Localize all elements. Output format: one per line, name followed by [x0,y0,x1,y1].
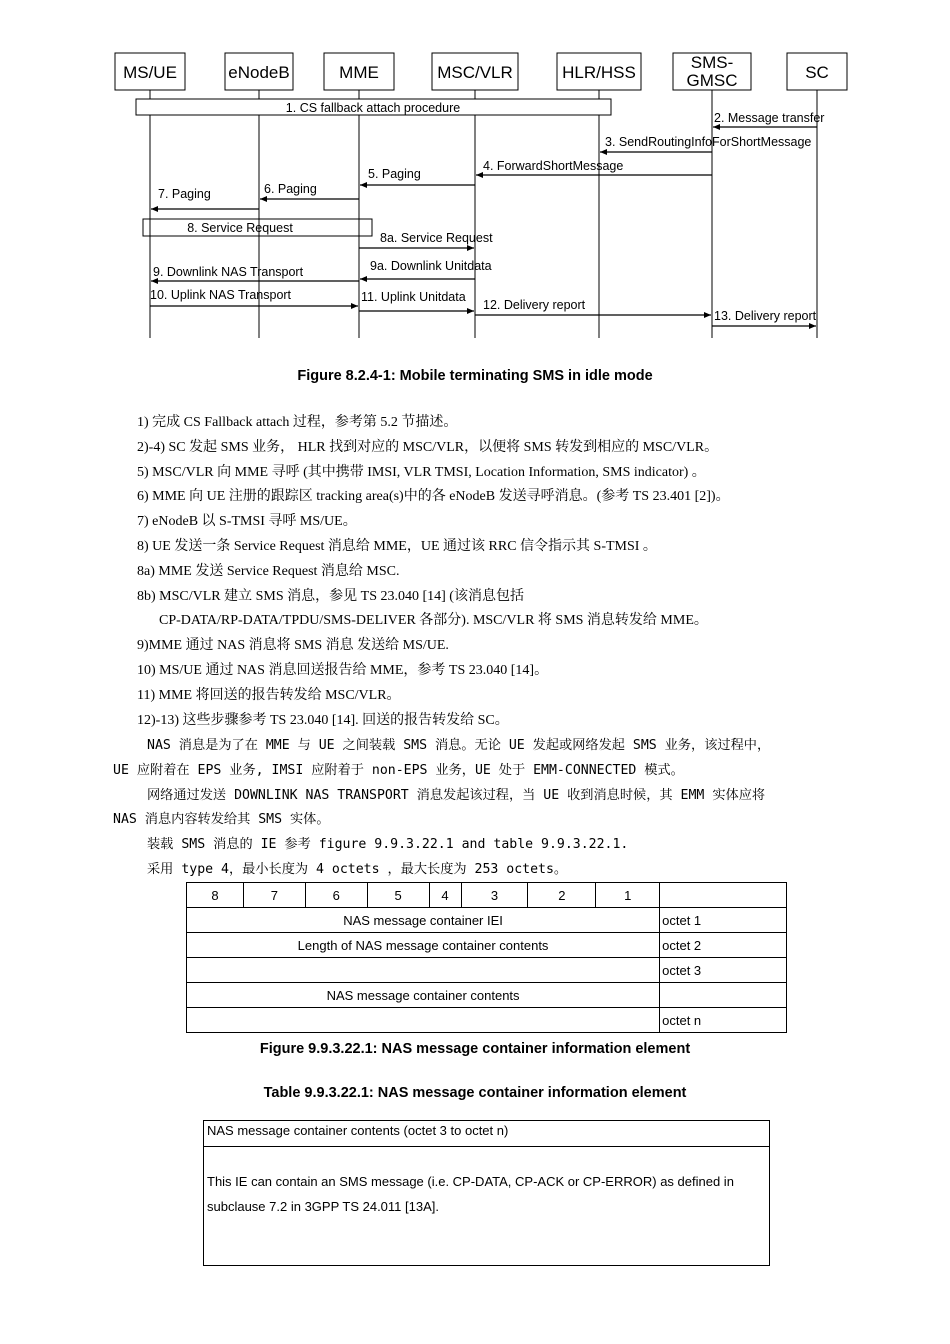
message-label: 7. Paging [158,187,211,201]
bit-header: 6 [305,883,367,908]
bit-header: 3 [461,883,528,908]
message-11 [359,290,474,311]
message-7 [359,231,493,248]
ie-structure-table [186,882,787,1033]
row-content: NAS message container IEI [187,908,660,933]
paragraph [113,833,873,858]
entity-box-3 [432,53,518,90]
attach-procedure-label: 1. CS fallback attach procedure [285,101,461,115]
entity-label: SC [805,63,829,82]
step-item: 5) MSC/VLR 向 MME 寻呼 (其中携带 IMSI, VLR TMSI, Location Information, SMS indicator) 。 [137,464,706,480]
paragraphs [113,734,873,883]
step-item: 11) MME 将回送的报告转发给 MSC/VLR。 [137,687,401,703]
paragraph [113,734,873,784]
row-content: Length of NAS message container contents [187,933,660,958]
paragraph-first-line: 采用 type 4，最小长度为 4 octets ，最大长度为 253 octets。 [147,861,568,877]
desc-body: This IE can contain an SMS message (i.e. CP-DATA, CP-ACK or CP-ERROR) as defined in subclause 7.2 in 3GPP TS 24.011 [13A]. [204,1147,770,1266]
table-row [187,908,787,933]
entity-box-6 [787,53,847,90]
message-12 [475,298,711,315]
sequence-diagram [0,0,950,345]
entity-box-4 [557,53,641,90]
step-item: 2)-4) SC 发起 SMS 业务， HLR 找到对应的 MSC/VLR，以便将 SMS 转发到相应的 MSC/VLR。 [137,439,719,455]
entity-box-0 [115,53,185,90]
step-item: 12)-13) 这些步骤参考 TS 23.040 [14]. 回送的报告转发给 SC。 [137,712,509,728]
step-item: 1) 完成 CS Fallback attach 过程，参考第 5.2 节描述。 [137,415,458,430]
entity-box-2 [324,53,394,90]
message-label: 3. SendRoutingInfoForShortMessage [605,135,812,149]
entity-label: MS/UE [123,63,177,82]
entity-label: HLR/HSS [562,63,636,82]
message-13 [712,309,817,326]
step-item: 8a) MME 发送 Service Request 消息给 MSC. [137,563,400,579]
message-label: 6. Paging [264,182,317,196]
row-content [187,1008,660,1033]
message-3 [476,159,712,175]
message-label: 13. Delivery report [714,309,817,323]
bit-header: 8 [187,883,244,908]
step-item: 9)MME 通过 NAS 消息将 SMS 消息 发送给 MS/UE. [137,638,449,654]
message-label: 5. Paging [368,167,421,181]
step-list [137,411,917,733]
octet-label [660,983,787,1008]
paragraph-first-line: NAS 消息是为了在 MME 与 UE 之间装载 SMS 消息。无论 UE 发起或网络发起 SMS 业务，该过程中， [147,738,771,753]
step-item: 6) MME 向 UE 注册的跟踪区 tracking area(s)中的各 eNodeB 发送寻呼消息。(参考 TS 23.401 [2])。 [137,489,730,505]
entity-label: MSC/VLR [437,63,513,82]
step-item: 8b) MSC/VLR 建立 SMS 消息，参见 TS 23.040 [14] (该消息包括 [137,588,524,604]
bit-header: 2 [528,883,596,908]
figure-caption: Figure 8.2.4-1: Mobile terminating SMS in idle mode [297,368,653,384]
message-label: 9. Downlink NAS Transport [153,265,304,279]
paragraph-continuation: NAS 消息内容转发给其 SMS 实体。 [113,812,330,828]
table-caption: Table 9.9.3.22.1: NAS message container information element [263,1085,687,1101]
octet-header [660,883,787,908]
desc-header: NAS message container contents (octet 3 to octet n) [204,1121,770,1147]
paragraph [113,858,873,883]
octet-label: octet n [660,1008,787,1033]
table-row [187,933,787,958]
table-row [187,1008,787,1033]
message-2 [600,135,811,152]
message-9 [151,265,359,281]
bit-header: 4 [429,883,461,908]
message-6 [151,187,259,209]
row-content: NAS message container contents [187,983,660,1008]
paragraph [113,784,873,834]
paragraph-first-line: 网络通过发送 DOWNLINK NAS TRANSPORT 消息发起该过程，当 UE 收到消息时候，其 EMM 实体应将 [147,787,766,803]
octet-label: octet 2 [660,933,787,958]
entity-label: MME [339,63,379,82]
bit-header: 1 [596,883,660,908]
message-label: 11. Uplink Unitdata [361,290,466,304]
step-item: CP-DATA/RP-DATA/TPDU/SMS-DELIVER 各部分). MSC/VLR 将 SMS 消息转发给 MME。 [159,613,708,629]
message-5 [260,182,359,199]
message-label: 2. Message transfer [714,111,825,125]
paragraph-first-line: 装载 SMS 消息的 IE 参考 figure 9.9.3.22.1 and table 9.9.3.22.1. [147,837,629,853]
service-request-label: 8. Service Request [187,221,293,235]
step-item: 10) MS/UE 通过 NAS 消息回送报告给 MME，参考 TS 23.040 [14]。 [137,662,549,678]
message-10 [150,288,358,306]
message-1 [713,111,824,127]
table-row [187,958,787,983]
entity-box-5 [673,53,751,90]
description-table [203,1120,770,1266]
message-label: 10. Uplink NAS Transport [150,288,292,302]
figure2-caption: Figure 9.9.3.22.1: NAS message container information element [259,1041,691,1057]
table-row [187,983,787,1008]
entity-label: eNodeB [228,63,290,82]
entity-box-1 [225,53,293,90]
step-item: 8) UE 发送一条 Service Request 消息给 MME，UE 通过该 RRC 信令指示其 S-TMSI 。 [137,538,657,554]
entity-label: GMSC [686,71,738,90]
bit-header: 5 [367,883,429,908]
bit-header: 7 [243,883,305,908]
message-label: 4. ForwardShortMessage [483,159,624,173]
row-content [187,958,660,983]
message-label: 9a. Downlink Unitdata [370,259,492,273]
message-label: 12. Delivery report [483,298,586,312]
message-4 [360,167,475,185]
step-item: 7) eNodeB 以 S-TMSI 寻呼 MS/UE。 [137,514,357,530]
octet-label: octet 1 [660,908,787,933]
octet-label: octet 3 [660,958,787,983]
message-label: 8a. Service Request [380,231,493,245]
paragraph-continuation: UE 应附着在 EPS 业务, IMSI 应附着于 non-EPS 业务，UE 处于 EMM-CONNECTED 模式。 [113,762,684,778]
message-8 [360,259,492,279]
entity-label: SMS- [690,53,734,72]
